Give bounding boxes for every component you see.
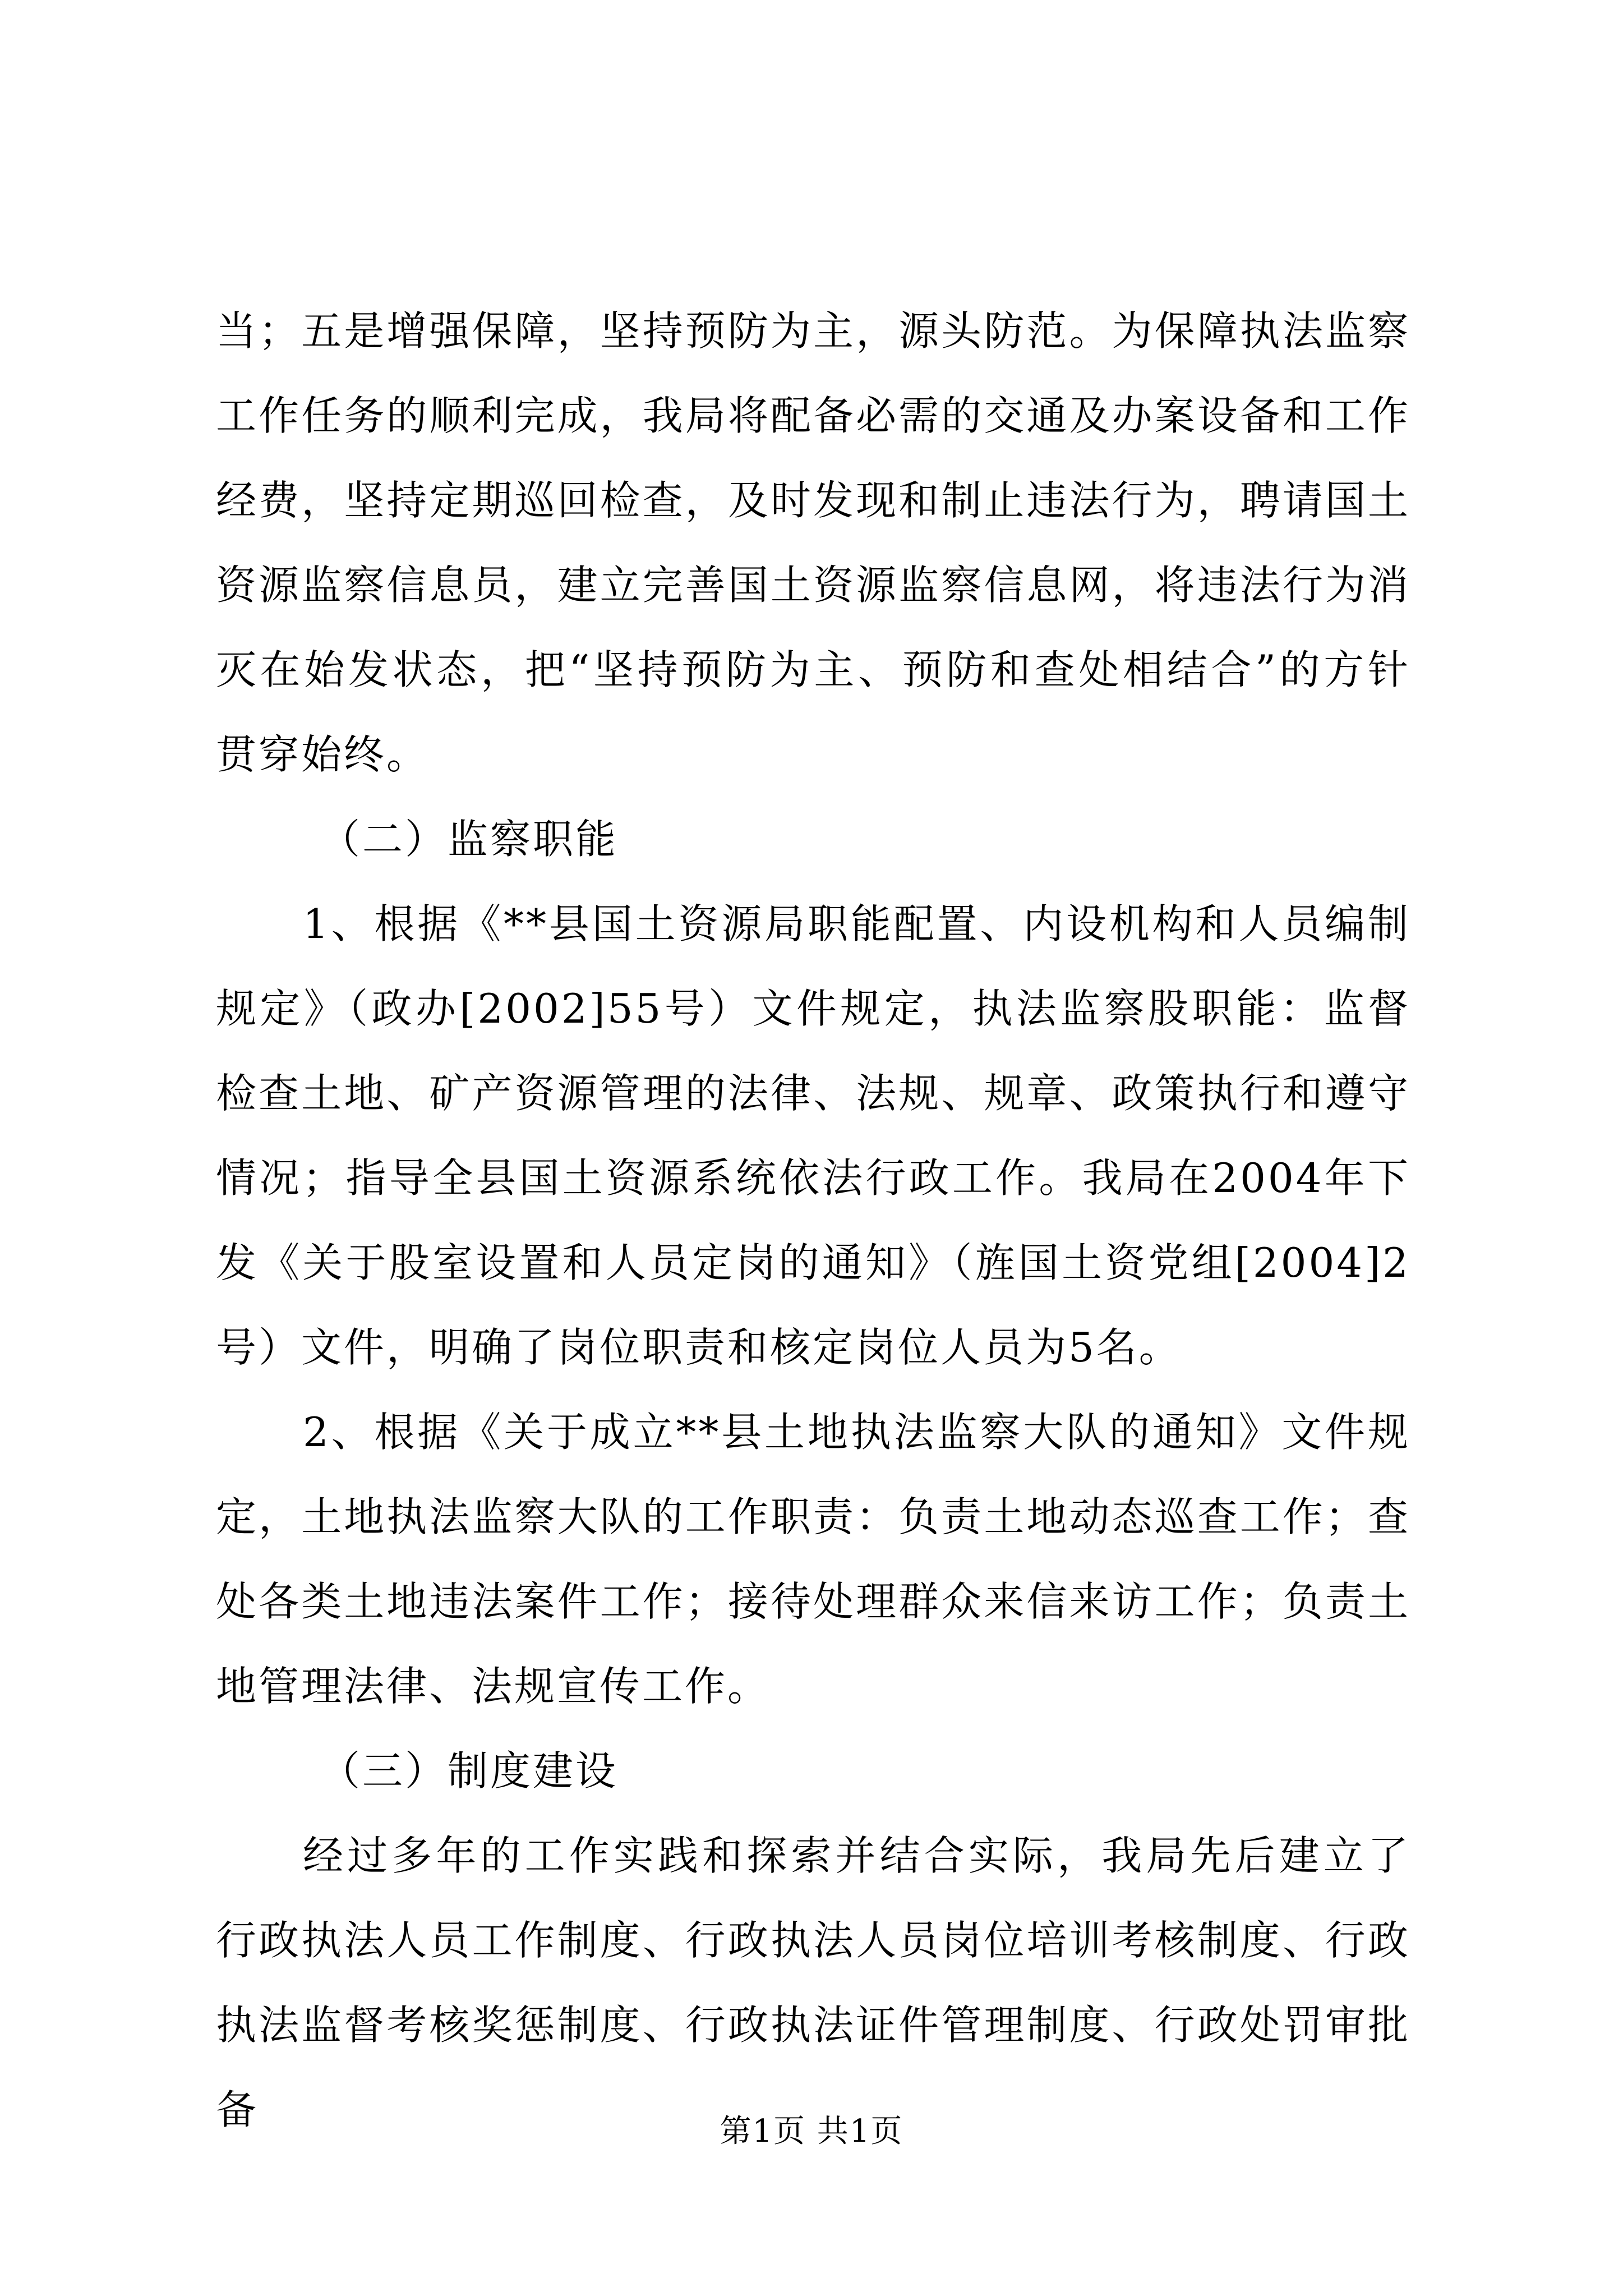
paragraph-item-2: 2、根据《关于成立**县土地执法监察大队的通知》文件规定，土地执法监察大队的工作职责：负责土地动态巡查工作；查处各类土地违法案件工作；接待处理群众来信来访工作；负责土地管理法律、法规宣传工作。 [216, 1409, 1410, 1710]
page-footer: 第1页 共1页 [720, 2113, 903, 2150]
section-heading-system-building: （三）制度建设 [320, 1747, 619, 1795]
document-body [216, 289, 1410, 2152]
paragraph-system-building: 经过多年的工作实践和探索并结合实际，我局先后建立了行政执法人员工作制度、行政执法人员岗位培训考核制度、行政执法监督考核奖惩制度、行政执法证件管理制度、行政处罚审批备 [216, 1832, 1410, 2133]
section-heading-supervision-functions: （二）监察职能 [320, 816, 619, 863]
paragraph-continuation: 当；五是增强保障，坚持预防为主，源头防范。为保障执法监察工作任务的顺利完成，我局将配备必需的交通及办案设备和工作经费，坚持定期巡回检查，及时发现和制止违法行为，聘请国土资源监察信息员，建立完善国土资源监察信息网，将违法行为消灭在始发状态，把“坚持预防为主、预防和查处相结合”的方针贯穿始终。 [216, 307, 1410, 778]
paragraph-item-1: 1、根据《**县国土资源局职能配置、内设机构和人员编制规定》（政办[2002]55号）文件规定，执法监察股职能：监督检查土地、矿产资源管理的法律、法规、规章、政策执行和遵守情况；指导全县国土资源系统依法行政工作。我局在2004年下发《关于股室设置和人员定岗的通知》（旌国土资党组[2004]2号）文件，明确了岗位职责和核定岗位人员为5名。 [216, 900, 1410, 1371]
